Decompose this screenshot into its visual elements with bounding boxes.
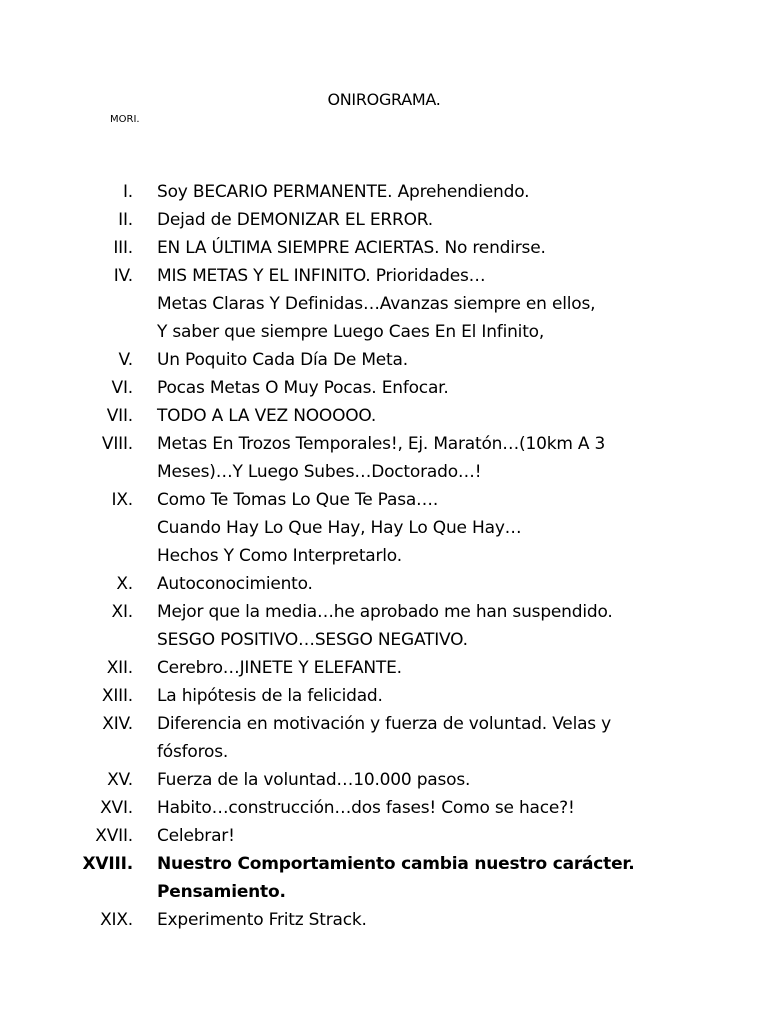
list-item-text (157, 374, 717, 402)
list-item-line: Mejor que la media…he aprobado me han suspendido. (157, 602, 613, 622)
list-item (0, 206, 768, 234)
list-item-number: XII. (106, 658, 133, 678)
list-item (0, 570, 768, 598)
list-item-line: Cuando Hay Lo Que Hay, Hay Lo Que Hay… (157, 518, 522, 538)
list-item (0, 346, 768, 374)
list-item-text (157, 430, 717, 486)
list-item (0, 654, 768, 682)
list-item (0, 598, 768, 654)
document-author: MORI. (110, 114, 140, 125)
list-item-number: I. (122, 182, 133, 202)
list-item-number: XVI. (100, 798, 133, 818)
list-item-number: VIII. (101, 434, 133, 454)
list-item-line: Dejad de DEMONIZAR EL ERROR. (157, 210, 434, 230)
list-item-line: SESGO POSITIVO…SESGO NEGATIVO. (157, 630, 468, 650)
list-item-line: Experimento Fritz Strack. (157, 910, 367, 930)
list-item-line: Metas En Trozos Temporales!, Ej. Maratón…(10km A 3 (157, 434, 606, 454)
list-item-text (157, 822, 717, 850)
list-item (0, 486, 768, 570)
list-item-line: Habito…construcción…dos fases! Como se hace?! (157, 798, 575, 818)
list-item-text (157, 570, 717, 598)
list-item-number: IV. (113, 266, 133, 286)
list-item-line: TODO A LA VEZ NOOOOO. (157, 406, 377, 426)
list-item (0, 822, 768, 850)
list-item-number: X. (116, 574, 133, 594)
list-item (0, 262, 768, 346)
list-item-line: Soy BECARIO PERMANENTE. Aprehendiendo. (157, 182, 530, 202)
list-item-number: II. (118, 210, 133, 230)
list-item (0, 234, 768, 262)
list-item (0, 906, 768, 934)
list-item-text (157, 234, 717, 262)
list-item-line: Como Te Tomas Lo Que Te Pasa…. (157, 490, 439, 510)
list-item (0, 682, 768, 710)
list-item-line: La hipótesis de la felicidad. (157, 686, 383, 706)
list-item-text (157, 766, 717, 794)
list-item-number: IX. (111, 490, 133, 510)
list-item-line: EN LA ÚLTIMA SIEMPRE ACIERTAS. No rendirse. (157, 238, 546, 258)
list-item-line: Fuerza de la voluntad…10.000 pasos. (157, 770, 471, 790)
list-item-text (157, 906, 717, 934)
list-item (0, 374, 768, 402)
list-item-number: XVIII. (82, 854, 133, 874)
list-item-number: XI. (111, 602, 133, 622)
list-item (0, 766, 768, 794)
list-item-line: Hechos Y Como Interpretarlo. (157, 546, 402, 566)
document-title: ONIROGRAMA. (327, 90, 441, 109)
list-item-number: XV. (107, 770, 133, 790)
list-item-number: XVII. (95, 826, 133, 846)
list-item-line: Celebrar! (157, 826, 235, 846)
list-item-number: III. (113, 238, 133, 258)
list-item-line: Pensamiento. (157, 882, 286, 902)
list-item-text (157, 346, 717, 374)
list-item-line: Diferencia en motivación y fuerza de voluntad. Velas y (157, 714, 612, 734)
list-item-text (157, 654, 717, 682)
list-item-text (157, 850, 717, 906)
list-item (0, 402, 768, 430)
list-item-text (157, 178, 717, 206)
list-item (0, 430, 768, 486)
list-item-text (157, 598, 717, 654)
list-item-line: MIS METAS Y EL INFINITO. Prioridades… (157, 266, 486, 286)
list-item-text (157, 262, 717, 346)
list-item-text (157, 710, 717, 766)
list-item-text (157, 794, 717, 822)
list-item (0, 710, 768, 766)
list-item-text (157, 402, 717, 430)
list-item (0, 178, 768, 206)
list-item (0, 850, 768, 906)
list-item-line: Y saber que siempre Luego Caes En El Infinito, (157, 322, 545, 342)
list-item-line: Metas Claras Y Definidas…Avanzas siempre en ellos, (157, 294, 596, 314)
numbered-list (0, 178, 768, 934)
list-item-text (157, 486, 717, 570)
list-item-number: VII. (106, 406, 133, 426)
list-item-line: Cerebro…JINETE Y ELEFANTE. (157, 658, 402, 678)
list-item-line: Nuestro Comportamiento cambia nuestro carácter. (157, 854, 635, 874)
list-item-line: Autoconocimiento. (157, 574, 313, 594)
list-item-text (157, 206, 717, 234)
list-item-text (157, 682, 717, 710)
list-item-line: Meses)…Y Luego Subes…Doctorado…! (157, 462, 482, 482)
list-item-number: V. (118, 350, 133, 370)
list-item-number: XIV. (102, 714, 133, 734)
list-item-number: XIX. (100, 910, 133, 930)
list-item-line: Pocas Metas O Muy Pocas. Enfocar. (157, 378, 449, 398)
list-item (0, 794, 768, 822)
list-item-line: Un Poquito Cada Día De Meta. (157, 350, 408, 370)
list-item-number: VI. (111, 378, 133, 398)
list-item-line: fósforos. (157, 742, 229, 762)
list-item-number: XIII. (101, 686, 133, 706)
